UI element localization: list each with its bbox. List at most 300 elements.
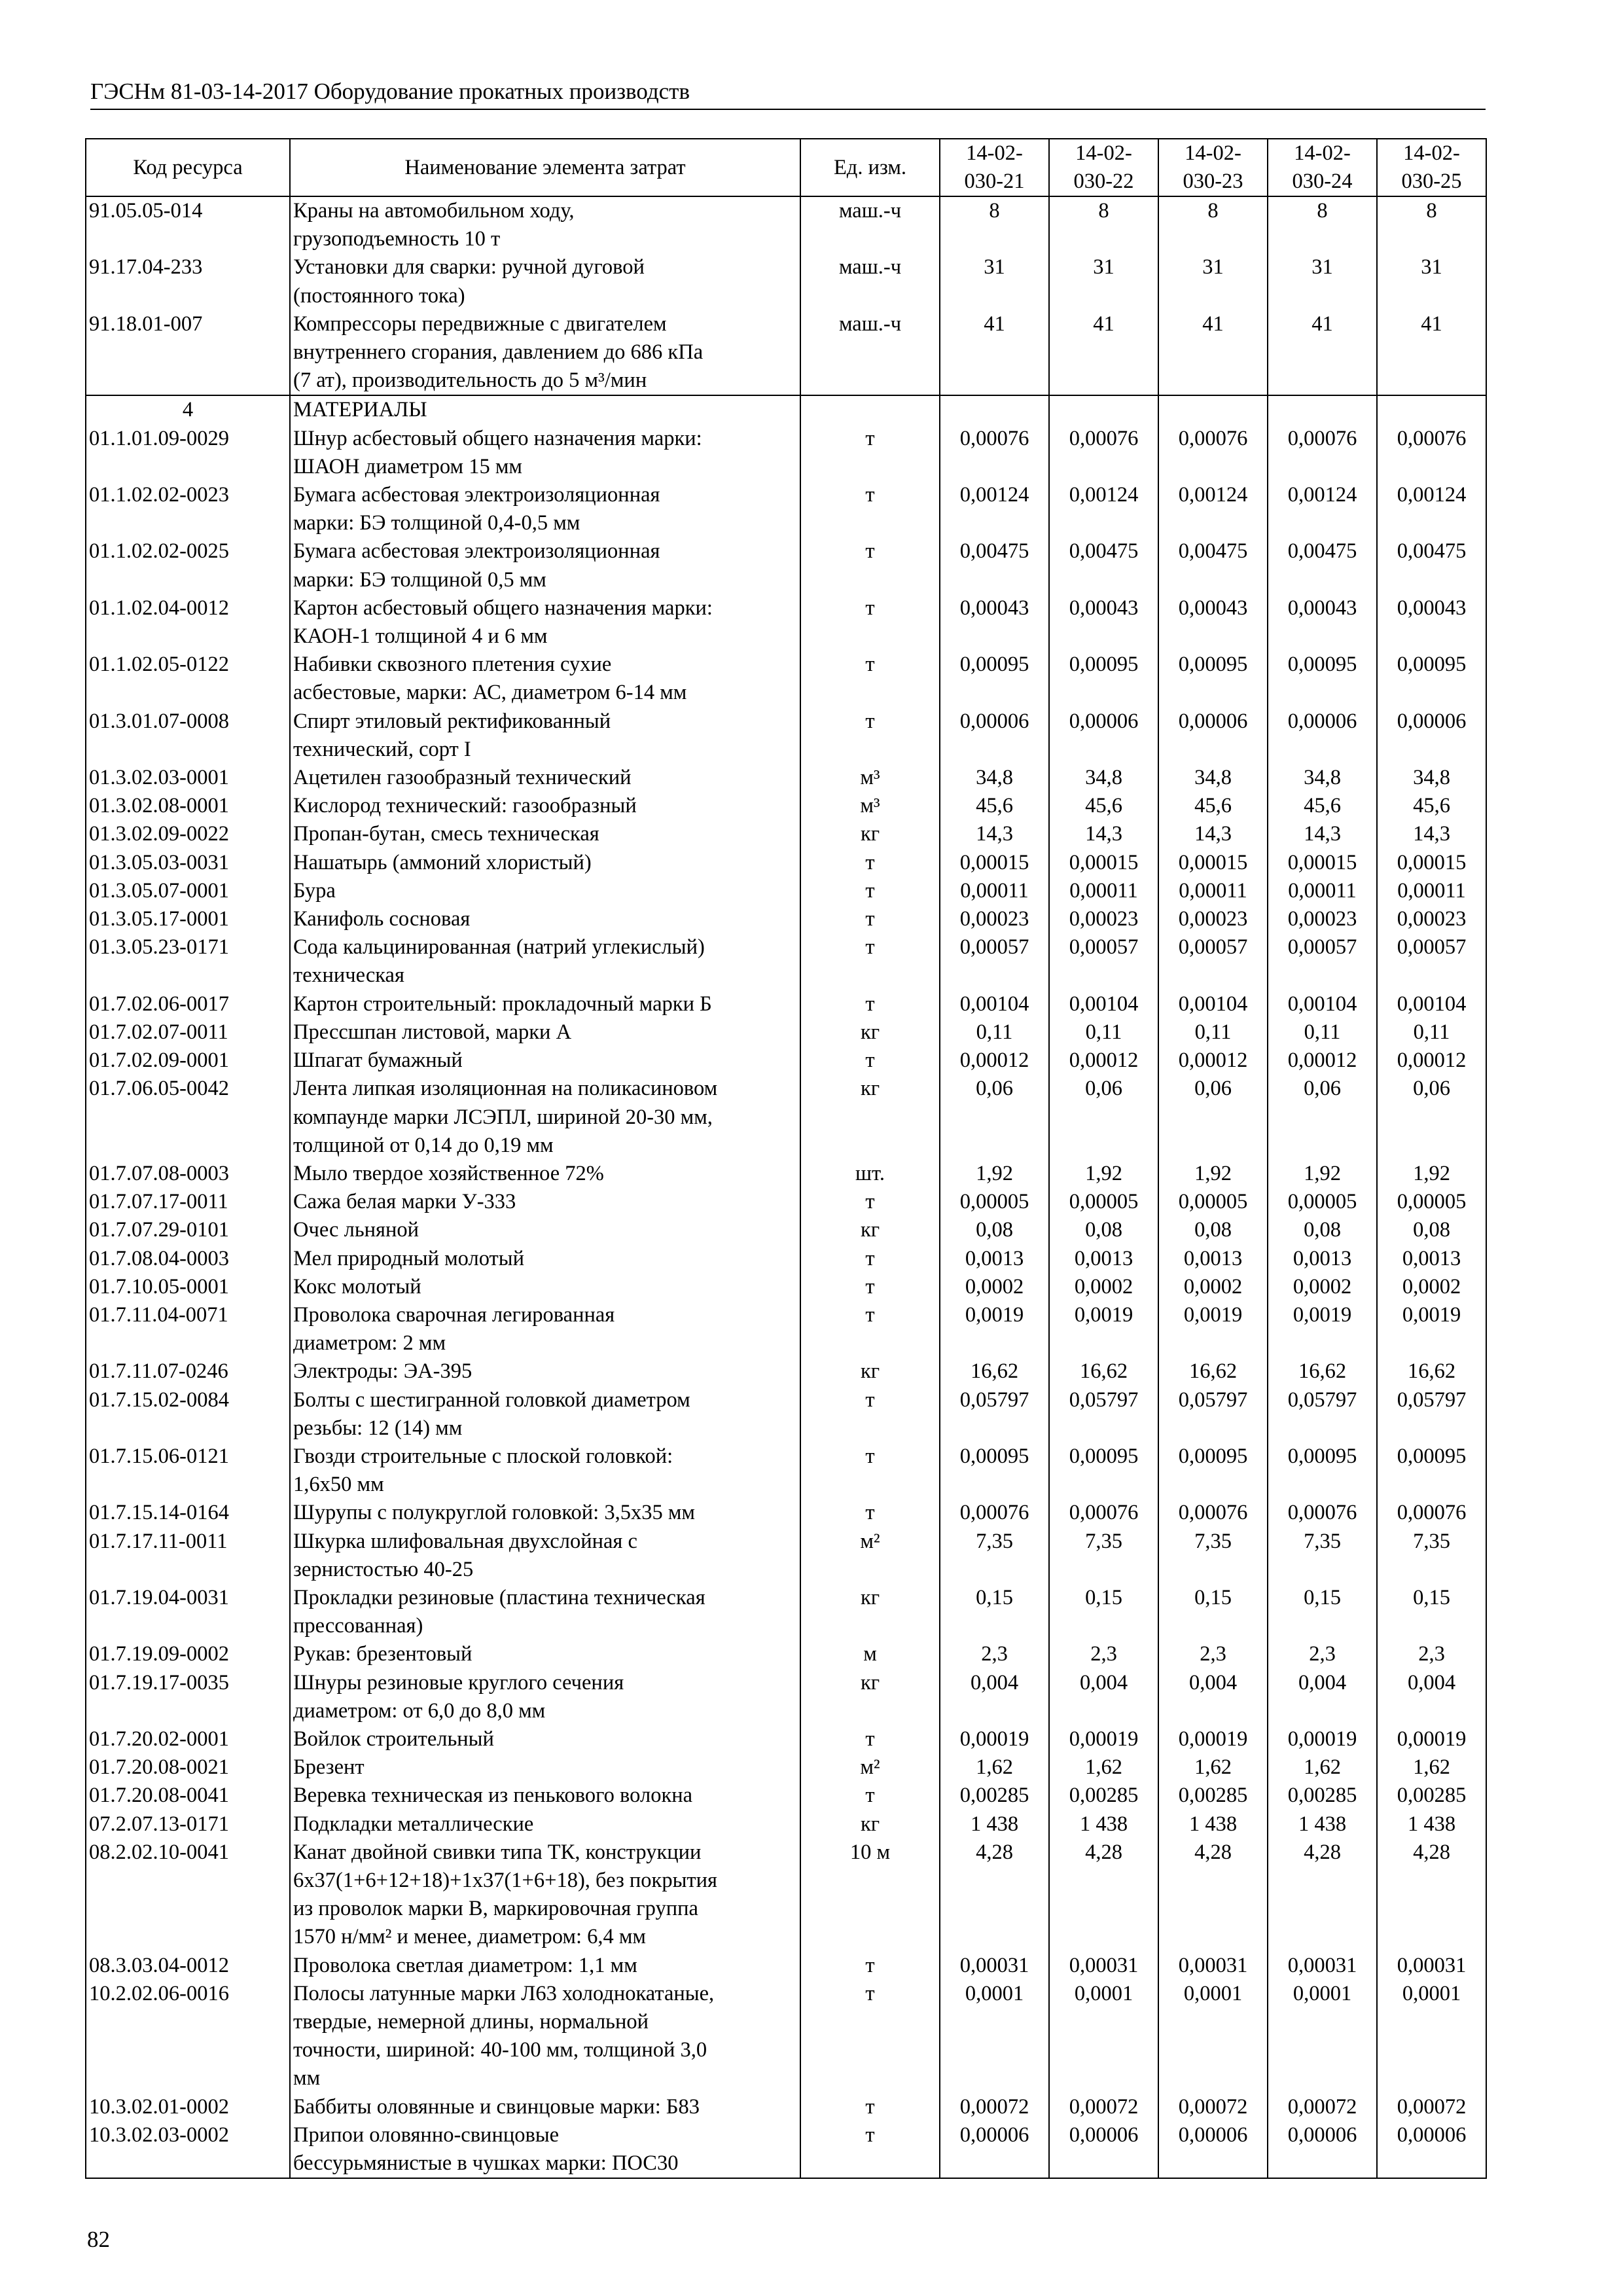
value-cell: 0,08: [1158, 1216, 1268, 1244]
unit-cell: т: [800, 651, 940, 707]
value-cell: 0,15: [1377, 1584, 1486, 1640]
value-cell: 0,00285: [1049, 1782, 1158, 1810]
resource-code: 01.7.19.04-0031: [86, 1584, 290, 1640]
value-cell: 0,00285: [1377, 1782, 1486, 1810]
value-cell: 0,00095: [1049, 1443, 1158, 1499]
unit-cell: м: [800, 1640, 940, 1668]
value-cell: 0,0001: [1049, 1980, 1158, 2093]
header-col-5: 14-02- 030-25: [1377, 139, 1486, 196]
resource-name: Сажа белая марки У-333: [290, 1188, 800, 1216]
resource-name: Прокладки резиновые (пластина техническая прессованная): [290, 1584, 800, 1640]
unit-cell: т: [800, 1725, 940, 1753]
unit-cell: маш.-ч: [800, 310, 940, 396]
value-cell: 7,35: [1158, 1528, 1268, 1584]
value-cell: 1,62: [1377, 1753, 1486, 1782]
value-cell: 0,0013: [1268, 1245, 1377, 1273]
value-cell: 0,00057: [1158, 933, 1268, 990]
resource-name: Подкладки металлические: [290, 1810, 800, 1839]
value-cell: 0,11: [1268, 1018, 1377, 1047]
table-row: [86, 1980, 1486, 2093]
value-cell: 0,00095: [940, 1443, 1049, 1499]
resource-code: 91.17.04-233: [86, 253, 290, 310]
value-cell: 0,06: [1268, 1075, 1377, 1160]
value-cell: 0,004: [1268, 1669, 1377, 1725]
value-cell: 0,05797: [1158, 1386, 1268, 1443]
value-cell: 0,00072: [1049, 2093, 1158, 2121]
resource-name: Спирт этиловый ректификованный технический, сорт I: [290, 708, 800, 764]
table-row: [86, 1018, 1486, 1047]
value-cell: 0,00031: [1377, 1952, 1486, 1980]
unit-cell: т: [800, 1188, 940, 1216]
value-cell: 0,00095: [1049, 651, 1158, 707]
unit-cell: т: [800, 905, 940, 933]
resource-code: 01.7.15.14-0164: [86, 1499, 290, 1527]
value-cell: 2,3: [1377, 1640, 1486, 1668]
resource-name: Шурупы с полукруглой головкой: 3,5х35 мм: [290, 1499, 800, 1527]
value-cell: 0,00019: [1049, 1725, 1158, 1753]
table-row: [86, 1216, 1486, 1244]
table-row: [86, 594, 1486, 651]
value-cell: 31: [1377, 253, 1486, 310]
table-row: [86, 1640, 1486, 1668]
resource-code: 10.3.02.03-0002: [86, 2121, 290, 2178]
table-row: [86, 1245, 1486, 1273]
table-row: [86, 1301, 1486, 1357]
value-cell: 1,92: [1268, 1160, 1377, 1188]
unit-cell: т: [800, 2093, 940, 2121]
empty-cell: [800, 395, 940, 424]
value-cell: 0,00095: [1268, 651, 1377, 707]
table-header-row: [86, 139, 1486, 196]
value-cell: 0,08: [1377, 1216, 1486, 1244]
unit-cell: т: [800, 1980, 940, 2093]
resource-name: Компрессоры передвижные с двигателем внутреннего сгорания, давлением до 686 кПа (7 ат), производительность до 5 м³/мин: [290, 310, 800, 396]
value-cell: 0,00031: [940, 1952, 1049, 1980]
resource-code: 01.7.07.08-0003: [86, 1160, 290, 1188]
table-row: [86, 849, 1486, 877]
unit-cell: м³: [800, 764, 940, 792]
value-cell: 0,00011: [1049, 877, 1158, 905]
value-cell: 0,00012: [940, 1047, 1049, 1075]
value-cell: 0,00012: [1377, 1047, 1486, 1075]
table-row: [86, 1386, 1486, 1443]
value-cell: 0,00012: [1158, 1047, 1268, 1075]
unit-cell: кг: [800, 1669, 940, 1725]
value-cell: 0,00072: [940, 2093, 1049, 2121]
empty-cell: [1268, 395, 1377, 424]
unit-cell: т: [800, 1499, 940, 1527]
table-row: [86, 708, 1486, 764]
value-cell: 0,004: [1158, 1669, 1268, 1725]
value-cell: 7,35: [1377, 1528, 1486, 1584]
resource-name: Кокс молотый: [290, 1273, 800, 1301]
value-cell: 0,00285: [1158, 1782, 1268, 1810]
value-cell: 34,8: [1268, 764, 1377, 792]
value-cell: 0,00104: [1268, 990, 1377, 1018]
value-cell: 1,92: [1158, 1160, 1268, 1188]
value-cell: 14,3: [1268, 820, 1377, 848]
value-cell: 0,00015: [1268, 849, 1377, 877]
unit-cell: маш.-ч: [800, 253, 940, 310]
table-row: [86, 651, 1486, 707]
header-code: Код ресурса: [86, 139, 290, 196]
resource-code: 08.3.03.04-0012: [86, 1952, 290, 1980]
resource-code: 01.7.07.29-0101: [86, 1216, 290, 1244]
value-cell: 2,3: [940, 1640, 1049, 1668]
value-cell: 0,00043: [1268, 594, 1377, 651]
value-cell: 0,00005: [940, 1188, 1049, 1216]
resource-name: Мел природный молотый: [290, 1245, 800, 1273]
value-cell: 45,6: [1049, 792, 1158, 820]
unit-cell: м²: [800, 1753, 940, 1782]
resource-code: 01.7.20.02-0001: [86, 1725, 290, 1753]
resource-code: 01.3.05.07-0001: [86, 877, 290, 905]
resource-name: Рукав: брезентовый: [290, 1640, 800, 1668]
resource-name: Кислород технический: газообразный: [290, 792, 800, 820]
table-row: [86, 1725, 1486, 1753]
value-cell: 0,11: [1049, 1018, 1158, 1047]
value-cell: 0,00006: [1268, 2121, 1377, 2178]
value-cell: 1,92: [1377, 1160, 1486, 1188]
value-cell: 1 438: [1158, 1810, 1268, 1839]
value-cell: 0,00015: [1377, 849, 1486, 877]
value-cell: 8: [1268, 196, 1377, 253]
value-cell: 0,0002: [1268, 1273, 1377, 1301]
value-cell: 0,11: [1158, 1018, 1268, 1047]
value-cell: 4,28: [1377, 1839, 1486, 1952]
resource-code: 01.7.20.08-0041: [86, 1782, 290, 1810]
value-cell: 0,00104: [940, 990, 1049, 1018]
resource-code: 01.7.15.06-0121: [86, 1443, 290, 1499]
unit-cell: кг: [800, 1357, 940, 1386]
resource-name: Сода кальцинированная (натрий углекислый) техническая: [290, 933, 800, 990]
resource-name: Канифоль сосновая: [290, 905, 800, 933]
resource-name: Болты с шестигранной головкой диаметром резьбы: 12 (14) мм: [290, 1386, 800, 1443]
value-cell: 45,6: [1377, 792, 1486, 820]
value-cell: 0,0013: [1158, 1245, 1268, 1273]
value-cell: 0,00076: [1049, 1499, 1158, 1527]
unit-cell: кг: [800, 1018, 940, 1047]
value-cell: 31: [1268, 253, 1377, 310]
resource-code: 01.7.20.08-0021: [86, 1753, 290, 1782]
value-cell: 0,11: [940, 1018, 1049, 1047]
empty-cell: [1158, 395, 1268, 424]
table-row: [86, 1075, 1486, 1160]
value-cell: 0,0019: [1268, 1301, 1377, 1357]
value-cell: 0,11: [1377, 1018, 1486, 1047]
value-cell: 0,06: [940, 1075, 1049, 1160]
value-cell: 0,00005: [1377, 1188, 1486, 1216]
resource-code: 01.7.06.05-0042: [86, 1075, 290, 1160]
value-cell: 4,28: [1049, 1839, 1158, 1952]
value-cell: 41: [1377, 310, 1486, 396]
value-cell: 0,0019: [1158, 1301, 1268, 1357]
value-cell: 0,05797: [940, 1386, 1049, 1443]
value-cell: 8: [1158, 196, 1268, 253]
value-cell: 0,00023: [1268, 905, 1377, 933]
resource-code: 01.7.02.09-0001: [86, 1047, 290, 1075]
resource-name: Прессшпан листовой, марки А: [290, 1018, 800, 1047]
table-row: [86, 1357, 1486, 1386]
value-cell: 1 438: [1377, 1810, 1486, 1839]
resource-code: 01.7.19.09-0002: [86, 1640, 290, 1668]
value-cell: 0,00475: [940, 537, 1049, 594]
value-cell: 0,00023: [1049, 905, 1158, 933]
header-col-3: 14-02- 030-23: [1158, 139, 1268, 196]
resource-name: Очес льняной: [290, 1216, 800, 1244]
value-cell: 0,0013: [1377, 1245, 1486, 1273]
value-cell: 4,28: [1268, 1839, 1377, 1952]
value-cell: 45,6: [1158, 792, 1268, 820]
unit-cell: т: [800, 594, 940, 651]
resource-code: 01.3.02.08-0001: [86, 792, 290, 820]
unit-cell: кг: [800, 820, 940, 848]
resource-code: 01.1.01.09-0029: [86, 425, 290, 481]
resource-name: Лента липкая изоляционная на поликасиновом компаунде марки ЛСЭПЛ, шириной 20-30 мм, толщиной от 0,14 до 0,19 мм: [290, 1075, 800, 1160]
value-cell: 1,92: [1049, 1160, 1158, 1188]
value-cell: 0,00015: [940, 849, 1049, 877]
value-cell: 1,62: [1049, 1753, 1158, 1782]
resource-code: 01.7.17.11-0011: [86, 1528, 290, 1584]
table-row: [86, 1273, 1486, 1301]
resource-code: 01.7.19.17-0035: [86, 1669, 290, 1725]
resource-code: 01.1.02.02-0025: [86, 537, 290, 594]
table-row: [86, 820, 1486, 848]
value-cell: 45,6: [1268, 792, 1377, 820]
value-cell: 0,00019: [1158, 1725, 1268, 1753]
value-cell: 0,004: [940, 1669, 1049, 1725]
value-cell: 0,00095: [1158, 1443, 1268, 1499]
value-cell: 0,00031: [1049, 1952, 1158, 1980]
resource-code: 10.2.02.06-0016: [86, 1980, 290, 2093]
value-cell: 45,6: [940, 792, 1049, 820]
resource-code: 01.1.02.02-0023: [86, 481, 290, 537]
resource-name: Полосы латунные марки Л63 холоднокатаные, твердые, немерной длины, нормальной точности, шириной: 40-100 мм, толщиной 3,0 мм: [290, 1980, 800, 2093]
value-cell: 0,0001: [1268, 1980, 1377, 2093]
value-cell: 0,06: [1377, 1075, 1486, 1160]
resource-code: 01.7.08.04-0003: [86, 1245, 290, 1273]
value-cell: 0,00076: [940, 1499, 1049, 1527]
table-row: [86, 1160, 1486, 1188]
resource-code: 01.3.05.23-0171: [86, 933, 290, 990]
value-cell: 0,00072: [1377, 2093, 1486, 2121]
value-cell: 34,8: [1049, 764, 1158, 792]
unit-cell: т: [800, 933, 940, 990]
value-cell: 0,00076: [1268, 425, 1377, 481]
value-cell: 0,00011: [940, 877, 1049, 905]
resource-name: Нашатырь (аммоний хлористый): [290, 849, 800, 877]
value-cell: 0,00057: [1377, 933, 1486, 990]
resource-name: Бумага асбестовая электроизоляционная марки: БЭ толщиной 0,5 мм: [290, 537, 800, 594]
value-cell: 7,35: [940, 1528, 1049, 1584]
resource-name: Проволока сварочная легированная диаметром: 2 мм: [290, 1301, 800, 1357]
resource-name: Бура: [290, 877, 800, 905]
value-cell: 0,0002: [1377, 1273, 1486, 1301]
unit-cell: т: [800, 849, 940, 877]
table-row: [86, 1443, 1486, 1499]
value-cell: 41: [1158, 310, 1268, 396]
resource-code: 07.2.07.13-0171: [86, 1810, 290, 1839]
value-cell: 8: [1049, 196, 1158, 253]
value-cell: 0,00005: [1049, 1188, 1158, 1216]
value-cell: 0,00019: [1268, 1725, 1377, 1753]
value-cell: 41: [1268, 310, 1377, 396]
unit-cell: т: [800, 1245, 940, 1273]
value-cell: 0,00005: [1158, 1188, 1268, 1216]
table-row: [86, 253, 1486, 310]
resource-name: Припои оловянно-свинцовые бессурьмянистые в чушках марки: ПОС30: [290, 2121, 800, 2178]
resource-name: Пропан-бутан, смесь техническая: [290, 820, 800, 848]
page-number: 82: [87, 2227, 110, 2252]
table-row: [86, 990, 1486, 1018]
value-cell: 0,00057: [940, 933, 1049, 990]
value-cell: 0,06: [1158, 1075, 1268, 1160]
value-cell: 0,00072: [1268, 2093, 1377, 2121]
value-cell: 41: [940, 310, 1049, 396]
value-cell: 0,00095: [1377, 651, 1486, 707]
value-cell: 0,00095: [1268, 1443, 1377, 1499]
resource-code: 01.1.02.05-0122: [86, 651, 290, 707]
resource-name: Картон асбестовый общего назначения марки: КАОН-1 толщиной 4 и 6 мм: [290, 594, 800, 651]
unit-cell: т: [800, 1443, 940, 1499]
value-cell: 0,00285: [1268, 1782, 1377, 1810]
resource-table: [85, 138, 1487, 2179]
table-row: [86, 1528, 1486, 1584]
resource-name: Картон строительный: прокладочный марки Б: [290, 990, 800, 1018]
value-cell: 0,00006: [1268, 708, 1377, 764]
value-cell: 0,0019: [940, 1301, 1049, 1357]
value-cell: 0,00006: [1377, 708, 1486, 764]
value-cell: 16,62: [1158, 1357, 1268, 1386]
value-cell: 0,00012: [1268, 1047, 1377, 1075]
table-row: [86, 1753, 1486, 1782]
resource-name: Набивки сквозного плетения сухие асбестовые, марки: АС, диаметром 6-14 мм: [290, 651, 800, 707]
unit-cell: м³: [800, 792, 940, 820]
value-cell: 0,00006: [1158, 708, 1268, 764]
table-row: [86, 1499, 1486, 1527]
table-row: [86, 905, 1486, 933]
value-cell: 0,00031: [1158, 1952, 1268, 1980]
value-cell: 0,15: [1158, 1584, 1268, 1640]
section-number: 4: [86, 395, 290, 424]
value-cell: 0,004: [1049, 1669, 1158, 1725]
resource-code: 01.3.05.17-0001: [86, 905, 290, 933]
resource-code: 91.18.01-007: [86, 310, 290, 396]
unit-cell: т: [800, 1952, 940, 1980]
value-cell: 0,00285: [940, 1782, 1049, 1810]
resource-code: 01.7.07.17-0011: [86, 1188, 290, 1216]
value-cell: 0,00124: [1158, 481, 1268, 537]
value-cell: 8: [1377, 196, 1486, 253]
value-cell: 31: [1158, 253, 1268, 310]
value-cell: 0,00023: [1158, 905, 1268, 933]
value-cell: 0,00076: [1158, 1499, 1268, 1527]
header-unit: Ед. изм.: [800, 139, 940, 196]
resource-name: Шнуры резиновые круглого сечения диаметром: от 6,0 до 8,0 мм: [290, 1669, 800, 1725]
resource-name: Брезент: [290, 1753, 800, 1782]
value-cell: 7,35: [1268, 1528, 1377, 1584]
resource-code: 91.05.05-014: [86, 196, 290, 253]
value-cell: 0,08: [1049, 1216, 1158, 1244]
value-cell: 0,0001: [1158, 1980, 1268, 2093]
value-cell: 0,0019: [1049, 1301, 1158, 1357]
value-cell: 2,3: [1268, 1640, 1377, 1668]
value-cell: 14,3: [1049, 820, 1158, 848]
unit-cell: кг: [800, 1075, 940, 1160]
value-cell: 8: [940, 196, 1049, 253]
header-col-1: 14-02- 030-21: [940, 139, 1049, 196]
table-row: [86, 2093, 1486, 2121]
value-cell: 31: [940, 253, 1049, 310]
value-cell: 0,00006: [1049, 2121, 1158, 2178]
resource-name: Шнур асбестовый общего назначения марки: ШАОН диаметром 15 мм: [290, 425, 800, 481]
resource-code: 01.3.02.09-0022: [86, 820, 290, 848]
resource-code: 01.1.02.04-0012: [86, 594, 290, 651]
table-row: [86, 310, 1486, 396]
value-cell: 0,00475: [1268, 537, 1377, 594]
value-cell: 0,0001: [940, 1980, 1049, 2093]
resource-code: 01.3.01.07-0008: [86, 708, 290, 764]
header-col-2: 14-02- 030-22: [1049, 139, 1158, 196]
value-cell: 0,00023: [1377, 905, 1486, 933]
resource-name: Установки для сварки: ручной дуговой (постоянного тока): [290, 253, 800, 310]
value-cell: 0,00076: [940, 425, 1049, 481]
value-cell: 0,08: [940, 1216, 1049, 1244]
value-cell: 0,00043: [1158, 594, 1268, 651]
unit-cell: т: [800, 1782, 940, 1810]
empty-cell: [1377, 395, 1486, 424]
value-cell: 0,00475: [1049, 537, 1158, 594]
value-cell: 0,05797: [1377, 1386, 1486, 1443]
value-cell: 34,8: [940, 764, 1049, 792]
value-cell: 0,00057: [1049, 933, 1158, 990]
value-cell: 0,00104: [1158, 990, 1268, 1018]
value-cell: 1,62: [1268, 1753, 1377, 1782]
value-cell: 0,00006: [1377, 2121, 1486, 2178]
table-row: [86, 425, 1486, 481]
unit-cell: кг: [800, 1216, 940, 1244]
table-row: [86, 1584, 1486, 1640]
value-cell: 0,00023: [940, 905, 1049, 933]
value-cell: 0,00011: [1377, 877, 1486, 905]
resource-code: 01.7.11.07-0246: [86, 1357, 290, 1386]
value-cell: 0,00475: [1377, 537, 1486, 594]
value-cell: 0,0001: [1377, 1980, 1486, 2093]
value-cell: 0,00124: [1377, 481, 1486, 537]
value-cell: 0,00124: [1268, 481, 1377, 537]
value-cell: 16,62: [1377, 1357, 1486, 1386]
value-cell: 0,00076: [1158, 425, 1268, 481]
table-row: [86, 1188, 1486, 1216]
value-cell: 1 438: [1049, 1810, 1158, 1839]
value-cell: 0,05797: [1268, 1386, 1377, 1443]
resource-name: Баббиты оловянные и свинцовые марки: Б83: [290, 2093, 800, 2121]
table-row: [86, 792, 1486, 820]
value-cell: 0,00019: [940, 1725, 1049, 1753]
value-cell: 2,3: [1158, 1640, 1268, 1668]
value-cell: 1 438: [1268, 1810, 1377, 1839]
resource-name: Ацетилен газообразный технический: [290, 764, 800, 792]
value-cell: 1,92: [940, 1160, 1049, 1188]
value-cell: 0,00076: [1268, 1499, 1377, 1527]
value-cell: 41: [1049, 310, 1158, 396]
value-cell: 0,00006: [1049, 708, 1158, 764]
unit-cell: кг: [800, 1810, 940, 1839]
table-row: [86, 1810, 1486, 1839]
section-title: МАТЕРИАЛЫ: [290, 395, 800, 424]
value-cell: 0,00076: [1049, 425, 1158, 481]
value-cell: 0,0002: [1049, 1273, 1158, 1301]
